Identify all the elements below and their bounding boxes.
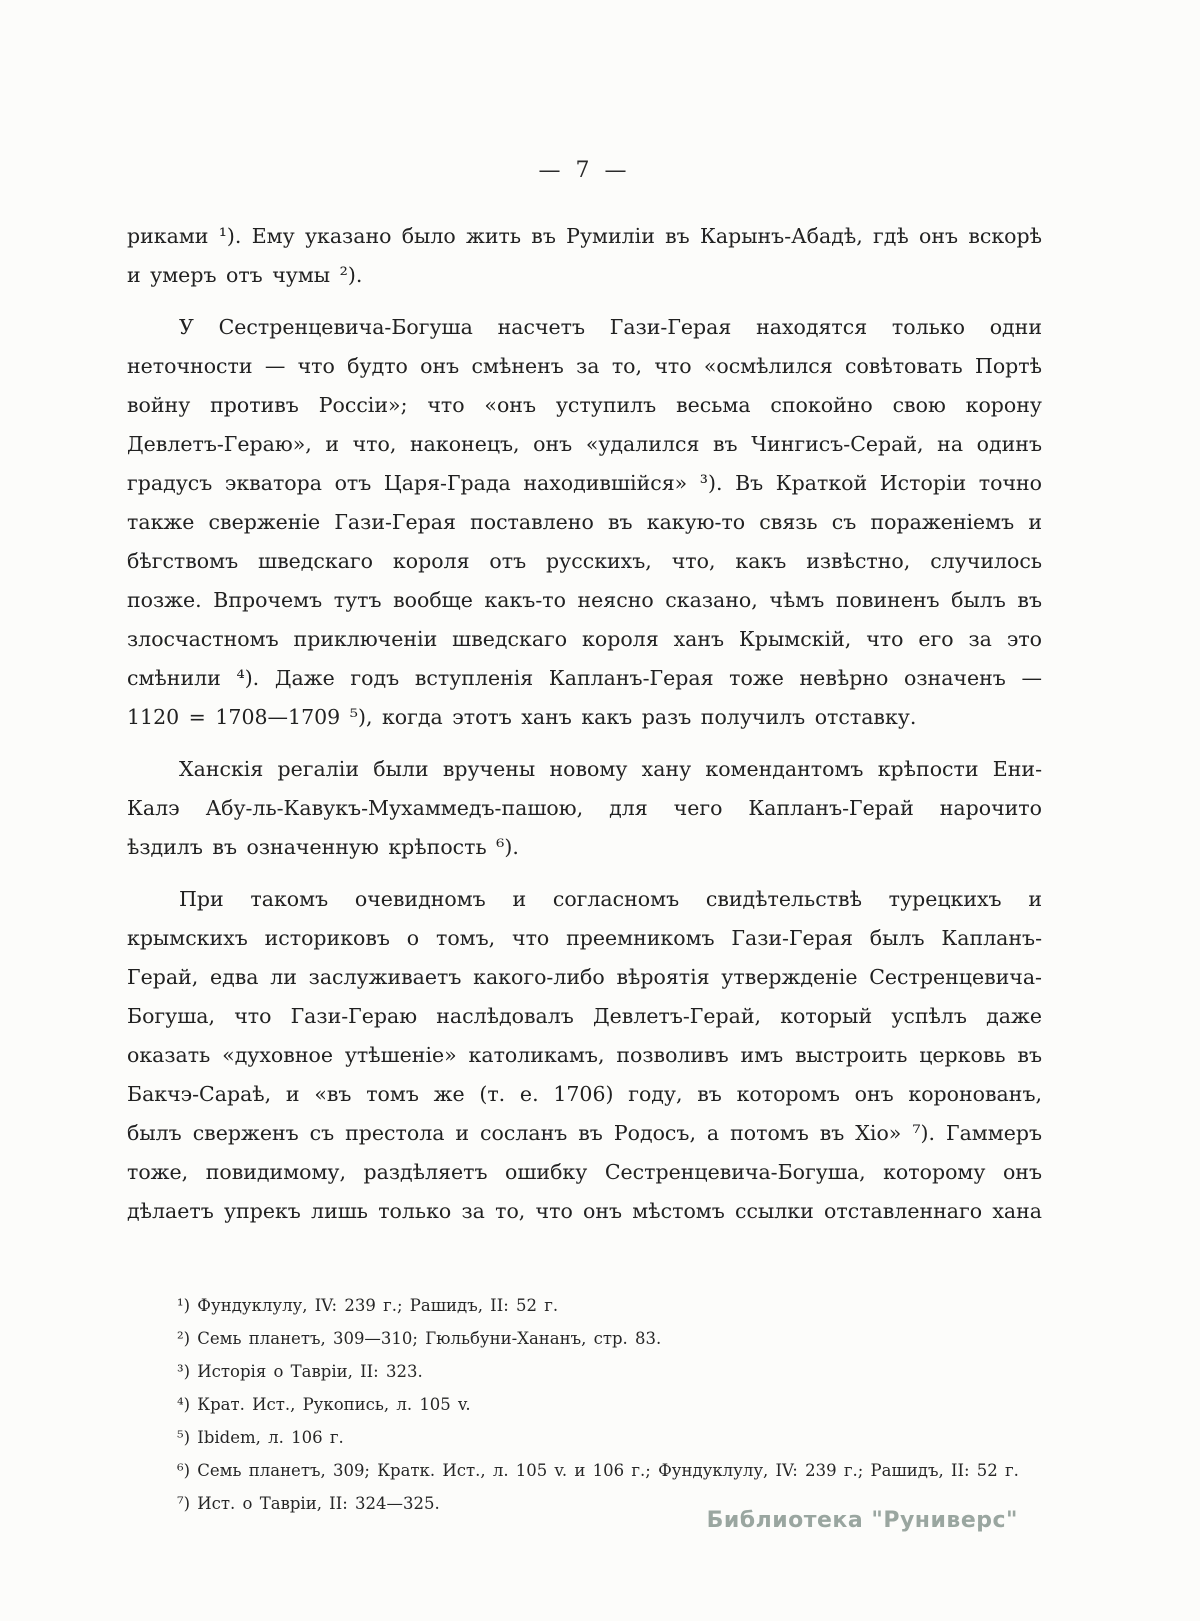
paragraph-historians: При такомъ очевидномъ и согласномъ свидѣтельствѣ турецкихъ и крымскихъ историковъ о томъ, что преемникомъ Гази-Герая былъ Капланъ-Герай, едва ли заслуживаетъ какого-либо вѣроятія утвержденіе Сестренцевича-Богуша, что Гази-Гераю наслѣдовалъ Девлетъ-Герай, который успѣлъ даже оказать «духовное утѣшеніе» католикамъ, позволивъ имъ выстроить церковь въ Бакчэ-Сараѣ, и «въ томъ же (т. е. 1706) году, въ которомъ онъ коронованъ, былъ сверженъ съ престола и сосланъ въ Родосъ, а потомъ въ Хіо» ⁷). Гаммеръ тоже, повидимому, раздѣляетъ ошибку Сестренцевича-Богуша, которому онъ дѣлаетъ упрекъ лишь только за то, что онъ мѣстомъ ссылки отставленнаго хана [127,887,1042,1223]
footnote-7: ⁷) Ист. о Тавріи, II: 324—325. [177,1494,440,1513]
paragraph-continuation: риками ¹). Ему указано было жить въ Румиліи въ Карынъ-Абадѣ, гдѣ онъ вскорѣ и умеръ отъ чумы ²). [127,224,1042,287]
footnote-3: ³) Исторія о Тавріи, II: 323. [177,1362,423,1381]
page-number: — 7 — [538,158,631,183]
footnote-6: ⁶) Семь планетъ, 309; Кратк. Ист., л. 105 v. и 106 г.; Фундуклулу, IV: 239 г.; Рашидъ, II: 52 г. [177,1461,1019,1480]
footnote-4: ⁴) Крат. Ист., Рукопись, л. 105 v. [177,1395,471,1414]
footnote-2: ²) Семь планетъ, 309—310; Гюльбуни-Хананъ, стр. 83. [177,1329,662,1348]
footnote-1: ¹) Фундуклулу, IV: 239 г.; Рашидъ, II: 52 г. [177,1296,559,1315]
paragraph-sestrentsevich: У Сестренцевича-Богуша насчетъ Гази-Герая находятся только одни неточности — что будто онъ смѣненъ за то, что «осмѣлился совѣтовать Портѣ войну противъ Россіи»; что «онъ уступилъ весьма спокойно свою корону Девлетъ-Гераю», и что, наконецъ, онъ «удалился въ Чингисъ-Серай, на одинъ градусъ экватора отъ Царя-Града находившійся» ³). Въ Краткой Исторіи точно также сверженіе Гази-Герая поставлено въ какую-то связь съ пораженіемъ и бѣгствомъ шведскаго короля отъ русскихъ, что, какъ извѣстно, случилось позже. Впрочемъ тутъ вообще какъ-то неясно сказано, чѣмъ повиненъ былъ въ злосчастномъ приключеніи шведскаго короля ханъ Крымскій, что его за это смѣнили ⁴). Даже годъ вступленія Капланъ-Герая тоже невѣрно означенъ — 1120 = 1708—1709 ⁵), когда этотъ ханъ какъ разъ получилъ отставку. [127,315,1042,729]
footnotes-section [127,1289,1042,1520]
main-text [127,217,1042,1231]
paragraph-regalia: Ханскія регаліи были вручены новому хану комендантомъ крѣпости Ени-Калэ Абу-ль-Кавукъ-Мухаммедъ-пашою, для чего Капланъ-Герай нарочито ѣздилъ въ означенную крѣпость ⁶). [127,757,1042,859]
library-watermark: Библиотека "Руниверс" [706,1508,1018,1533]
page-header [127,158,1042,183]
footnote-5: ⁵) Ibidem, л. 106 г. [177,1428,344,1447]
